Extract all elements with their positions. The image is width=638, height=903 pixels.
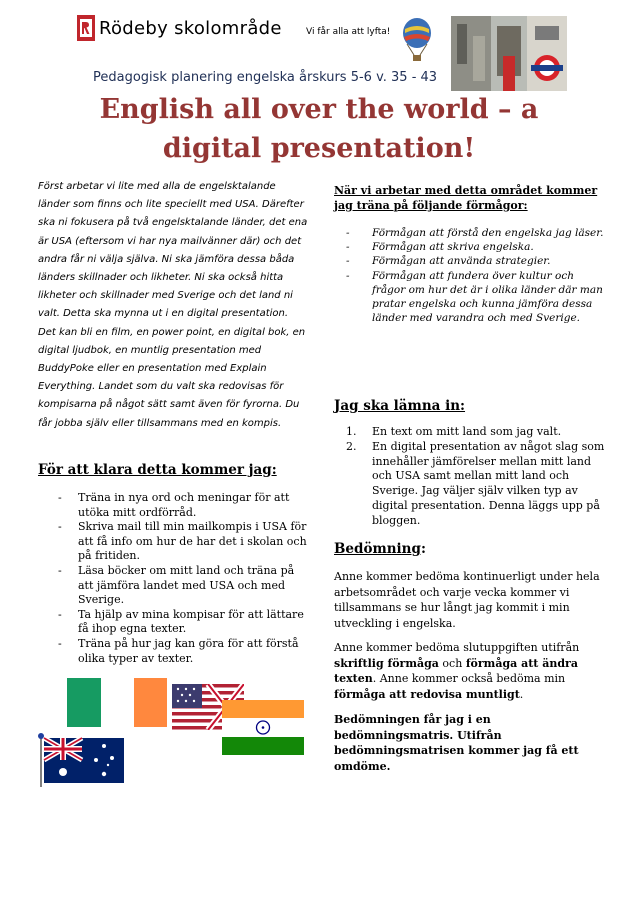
list-item: - Förmågan att skriva engelska.	[346, 240, 606, 254]
bold-term: förmåga att redovisa muntligt	[334, 687, 520, 701]
assessment-paragraph-3: Bedömningen får jag i en bedömningsmatris. Utifrån bedömningsmatrisen kommer jag få ett omdöme.	[334, 713, 579, 773]
list-item: - Läsa böcker om mitt land och träna på att jämföra landet med USA och med Sverige.	[58, 564, 310, 608]
text-span: Anne kommer bedöma slutuppgiften utifrån	[334, 641, 580, 654]
assessment-paragraph-2	[334, 640, 606, 702]
london-collage-image	[451, 16, 567, 91]
school-name: Rödeby skolområde	[99, 18, 282, 39]
title-line-2: digital presentation!	[162, 133, 476, 164]
list-item: - Ta hjälp av mina kompisar för att lättare få ihop egna texter.	[58, 608, 310, 637]
left-goals-list	[58, 491, 310, 666]
text-span: .	[519, 687, 524, 701]
list-item: - Förmågan att fundera över kultur och frågor om hur det är i olika länder där man pratar engelska och kunna jämföra dessa länder med varandra och med Sverige.	[346, 269, 606, 326]
hot-air-balloon-image	[400, 17, 434, 65]
abilities-list	[346, 226, 606, 325]
list-item: - Skriva mail till min mailkompis i USA för att få info om hur de har det i skolan och på fritiden.	[58, 520, 310, 564]
list-item	[346, 440, 608, 529]
list-item: - Träna på hur jag kan göra för att förstå olika typer av texter.	[58, 637, 310, 666]
list-text: En text om mitt land som jag valt.	[372, 425, 562, 438]
intro-paragraph: Först arbetar vi lite med alla de engelsktalande länder som finns och lite speciellt med USA. Därefter ska ni fokusera på två engelsktalande länder, det ena är USA (eftersom vi har nya mailvänner där) och det andra får ni välja själva. Ni ska jämföra dessa båda länders skillnader och likheter. Ni ska också hitta likheter och skillnader med Sverige och det land ni valt. Detta ska mynna ut i en digital presentation. Det kan bli en film, en power point, en digital bok, en digital ljudbok, en muntlig presentation med BuddyPoke eller en presentation med Explain Everything. Landet som du valt ska redovisas för kompisarna på något sätt samt även för fyrorna. Du får jobba själv eller tillsammans med en kompis.	[38, 181, 308, 429]
assessment-heading-colon: :	[420, 541, 426, 557]
document-title	[0, 90, 638, 168]
page-subtitle: Pedagogisk planering engelska årskurs 5-6 v. 35 - 43	[93, 70, 438, 85]
list-number: 1.	[346, 425, 357, 438]
submit-heading: Jag ska lämna in:	[334, 398, 466, 414]
list-item: - Förmågan att använda strategier.	[346, 254, 606, 268]
list-item: - Förmågan att förstå den engelska jag läser.	[346, 226, 606, 240]
text-span: . Anne kommer också bedöma min	[372, 672, 566, 686]
slogan: Vi får alla att lyfta!	[306, 27, 391, 37]
left-heading: För att klara detta kommer jag:	[38, 462, 277, 478]
ireland-flag-image	[67, 678, 167, 727]
india-flag-image	[222, 700, 304, 755]
abilities-heading: När vi arbetar med detta området kommer jag träna på följande förmågor:	[334, 184, 598, 212]
list-text: En digital presentation av något slag som innehåller jämförelser mellan mitt land och USA samt mellan mitt land och Sverige. Jag väljer själv vilken typ av digital presentation. Denna läggs upp på bloggen.	[372, 439, 605, 527]
bold-term: skriftlig förmåga	[334, 656, 439, 670]
list-item	[346, 425, 608, 440]
submit-list	[346, 425, 608, 529]
bold-term: förmåga att ändra texten	[334, 656, 578, 686]
assessment-paragraph-1: Anne kommer bedöma kontinuerligt under hela arbetsområdet och varje vecka kommer vi tillsammans se hur långt jag kommit i min utveckling i engelska.	[334, 570, 600, 630]
list-item: - Träna in nya ord och meningar för att utöka mitt ordförråd.	[58, 491, 310, 520]
text-span: och	[438, 656, 466, 670]
australia-flag-image	[38, 732, 124, 787]
title-line-1: English all over the world – a	[99, 94, 539, 125]
school-logo	[77, 15, 95, 41]
list-number: 2.	[346, 439, 357, 453]
assessment-heading	[334, 541, 426, 557]
assessment-heading-text: Bedömning	[334, 541, 421, 557]
